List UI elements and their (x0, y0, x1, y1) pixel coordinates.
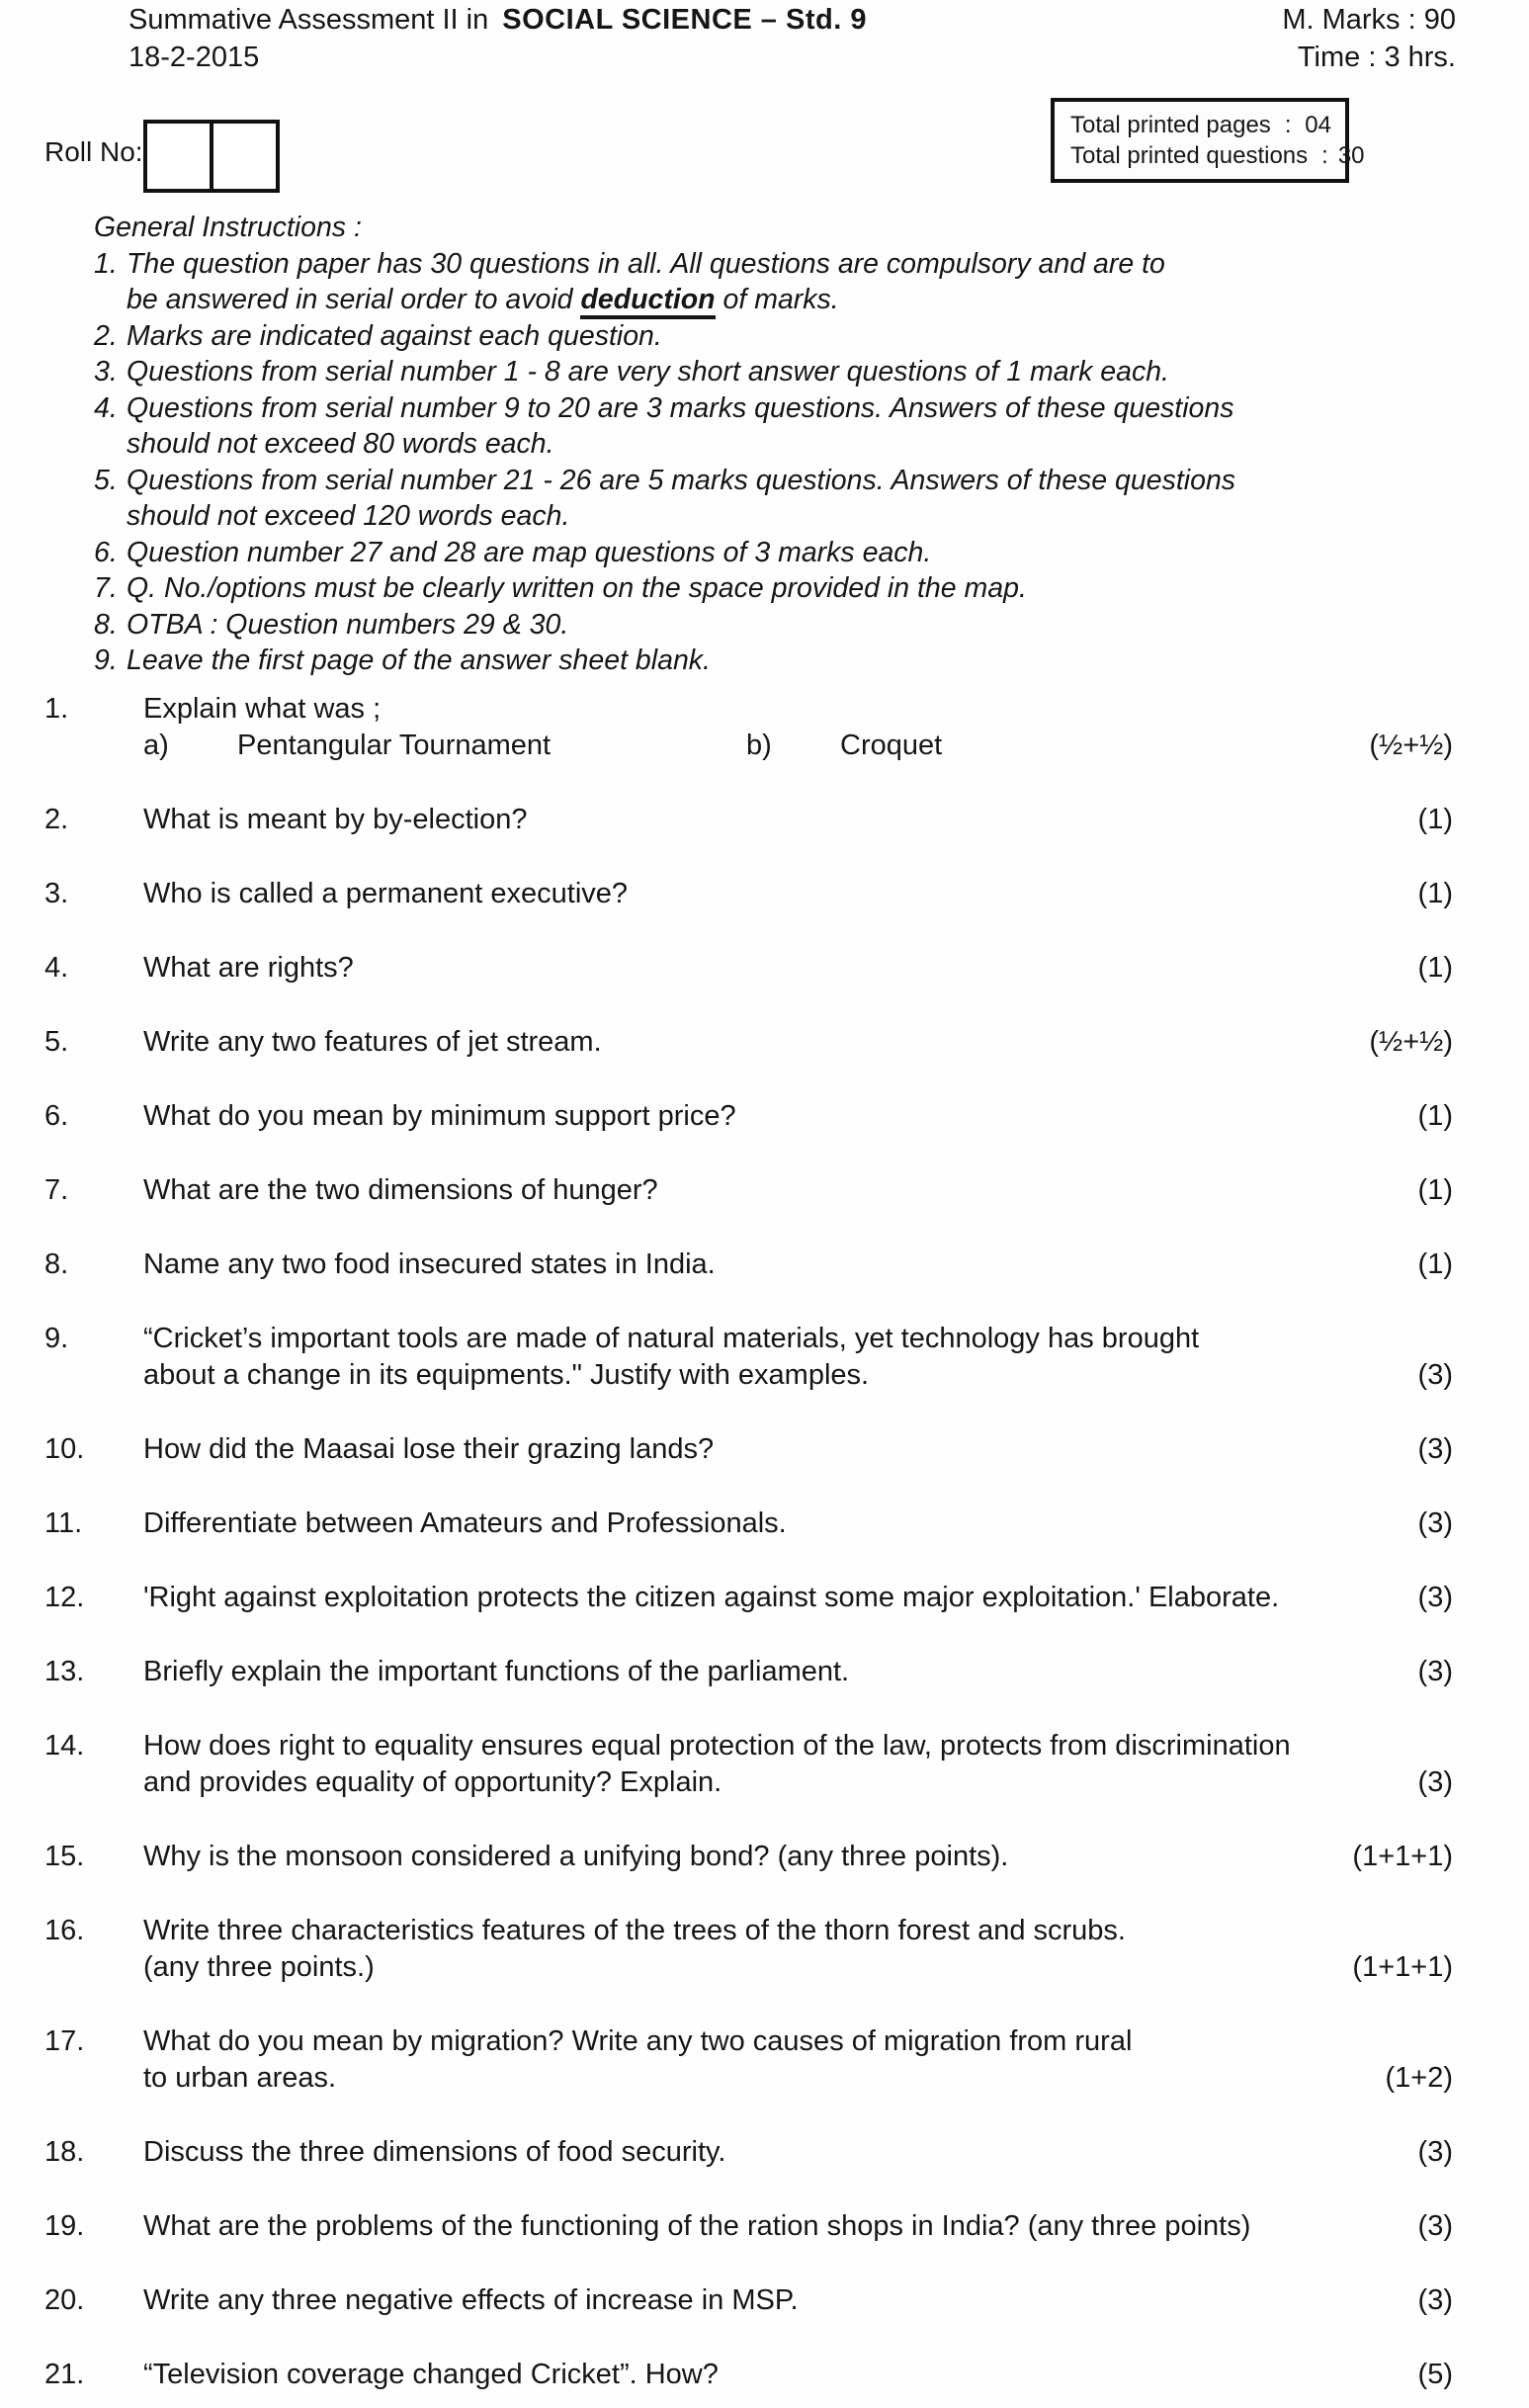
question-number: 4. (44, 952, 69, 984)
instruction-number: 4. (94, 391, 118, 424)
question-row-19 (44, 2208, 1453, 2245)
paper-date: 18-2-2015 (128, 42, 260, 73)
instruction-text: Questions from serial number 1 - 8 are very short answer questions of 1 mark each. (127, 356, 1169, 387)
roll-no-box-2 (210, 124, 276, 189)
instruction-item-3 (94, 354, 1489, 390)
question-number: 1. (44, 693, 69, 725)
printed-pages-row (1070, 110, 1331, 140)
question-row-2 (44, 802, 1453, 838)
question-number: 8. (44, 1248, 69, 1280)
question-text: Discuss the three dimensions of food security. (143, 2136, 726, 2168)
question-row-1 (44, 691, 1453, 764)
question-marks: (1) (1417, 1174, 1453, 1206)
instruction-text: Marks are indicated against each question. (127, 319, 662, 352)
instruction-item-6 (94, 535, 1489, 571)
part-b-text: Croquet (840, 730, 943, 761)
instruction-item-9 (94, 643, 1489, 679)
instruction-emphasis: deduction (580, 284, 715, 319)
question-text: What do you mean by minimum support price? (143, 1100, 736, 1132)
question-marks: (3) (1417, 2210, 1453, 2242)
question-marks: (3) (1417, 1656, 1453, 1687)
question-text: Write any two features of jet stream. (143, 1026, 602, 1058)
question-number: 11. (44, 1507, 83, 1539)
question-number: 15. (44, 1841, 85, 1872)
instructions-heading: General Instructions : (94, 212, 362, 243)
instruction-text: should not exceed 80 words each. (127, 428, 554, 460)
instruction-text: Leave the first page of the answer sheet blank. (127, 645, 711, 676)
question-marks: (1+1+1) (1352, 1951, 1453, 1983)
part-b-label: b) (746, 730, 772, 761)
question-row-9 (44, 1321, 1453, 1394)
question-row-7 (44, 1172, 1453, 1209)
question-marks: (3) (1417, 1507, 1453, 1539)
question-number: 14. (44, 1730, 85, 1762)
question-number: 21. (44, 2359, 85, 2390)
question-row-12 (44, 1580, 1453, 1616)
question-text: Who is called a permanent executive? (143, 878, 629, 909)
part-a-label: a) (143, 730, 169, 761)
instruction-text: be answered in serial order to avoid (127, 284, 581, 315)
question-number: 2. (44, 804, 69, 835)
printed-info-box (1051, 98, 1365, 183)
question-row-17 (44, 2023, 1453, 2097)
instruction-text: OTBA : Question numbers 29 & 30. (127, 608, 569, 641)
time-allowed: Time : 3 hrs. (1297, 42, 1456, 73)
instruction-number: 8. (94, 608, 118, 641)
question-number: 18. (44, 2136, 85, 2168)
question-text: How did the Maasai lose their grazing lands? (143, 1433, 715, 1465)
general-instructions (94, 210, 1489, 679)
instruction-item-2 (94, 318, 1489, 355)
question-number: 5. (44, 1026, 69, 1058)
question-text: Name any two food insecured states in India. (143, 1248, 716, 1280)
question-text: What are the problems of the functioning of the ration shops in India? (any three points) (143, 2210, 1251, 2242)
paper-title-subject: SOCIAL SCIENCE – Std. 9 (502, 4, 867, 36)
question-row-11 (44, 1505, 1453, 1542)
question-row-8 (44, 1247, 1453, 1283)
question-text: to urban areas. (143, 2062, 337, 2094)
question-number: 9. (44, 1323, 69, 1354)
question-marks: (1) (1417, 878, 1453, 909)
paper-title-prefix: Summative Assessment II in (128, 4, 489, 36)
question-row-4 (44, 950, 1453, 987)
instruction-number: 5. (94, 464, 118, 496)
printed-pages-colon: : (1284, 112, 1292, 138)
instruction-text: of marks. (715, 284, 839, 315)
instruction-text: Questions from serial number 9 to 20 are 3 marks questions. Answers of these questions (127, 391, 1234, 424)
roll-no-box-1 (147, 124, 210, 189)
question-text: Write three characteristics features of the trees of the thorn forest and scrubs. (143, 1915, 1126, 1946)
instruction-number: 9. (94, 645, 118, 676)
question-marks: (3) (1417, 1359, 1453, 1391)
question-text: Write any three negative effects of increase in MSP. (143, 2284, 799, 2316)
instruction-item-8 (94, 607, 1489, 644)
question-marks: (3) (1417, 1433, 1453, 1465)
question-marks: (3) (1417, 1582, 1453, 1613)
question-number: 3. (44, 878, 69, 909)
instruction-text: should not exceed 120 words each. (127, 500, 570, 532)
printed-questions-label: Total printed questions (1070, 142, 1309, 169)
instruction-number: 2. (94, 319, 118, 352)
instruction-text: Questions from serial number 21 - 26 are 5 marks questions. Answers of these questions (127, 464, 1236, 496)
question-number: 20. (44, 2284, 85, 2316)
question-number: 16. (44, 1915, 85, 1946)
question-marks: (1) (1417, 804, 1453, 835)
question-marks: (1) (1417, 952, 1453, 984)
question-text: 'Right against exploitation protects the citizen against some major exploitation.' Elaborate. (143, 1582, 1280, 1613)
question-marks: (3) (1417, 2284, 1453, 2316)
question-number: 12. (44, 1582, 85, 1613)
question-1-parts (143, 728, 1453, 764)
instruction-number: 1. (94, 247, 118, 280)
question-text: What do you mean by migration? Write any two causes of migration from rural (143, 2025, 1133, 2057)
question-marks: (1+1+1) (1352, 1841, 1453, 1872)
max-marks: M. Marks : 90 (1282, 4, 1456, 36)
question-text: Why is the monsoon considered a unifying bond? (any three points). (143, 1841, 1009, 1872)
question-text: What are the two dimensions of hunger? (143, 1174, 658, 1206)
question-marks: (3) (1417, 2136, 1453, 2168)
question-row-20 (44, 2282, 1453, 2319)
question-row-5 (44, 1024, 1453, 1061)
instruction-item-1 (94, 246, 1489, 318)
question-row-14 (44, 1728, 1453, 1801)
question-number: 13. (44, 1656, 85, 1687)
question-row-21 (44, 2357, 1453, 2393)
question-number: 7. (44, 1174, 69, 1206)
instruction-item-7 (94, 570, 1489, 607)
printed-questions-value: 30 (1337, 142, 1365, 169)
question-row-13 (44, 1654, 1453, 1690)
printed-pages-value: 04 (1305, 112, 1331, 138)
question-number: 10. (44, 1433, 85, 1465)
instruction-text: Question number 27 and 28 are map questions of 3 marks each. (127, 536, 932, 568)
question-text: Explain what was ; (143, 693, 382, 725)
question-number: 17. (44, 2025, 85, 2057)
question-number: 6. (44, 1100, 69, 1132)
question-row-18 (44, 2134, 1453, 2171)
question-row-10 (44, 1431, 1453, 1468)
instruction-number: 7. (94, 572, 118, 604)
instruction-text: Q. No./options must be clearly written on the space provided in the map. (127, 572, 1027, 604)
question-marks: (1) (1417, 1100, 1453, 1132)
question-text: “Cricket’s important tools are made of natural materials, yet technology has brought (143, 1323, 1200, 1354)
question-text: Briefly explain the important functions of the parliament. (143, 1656, 850, 1687)
question-marks: (5) (1417, 2359, 1453, 2390)
question-text: about a change in its equipments." Justify with examples. (143, 1359, 870, 1391)
question-marks: (3) (1417, 1766, 1453, 1798)
question-text: “Television coverage changed Cricket”. How? (143, 2359, 719, 2390)
question-marks: (½+½) (1369, 730, 1453, 761)
roll-no-label: Roll No: (44, 136, 143, 167)
question-text: and provides equality of opportunity? Explain. (143, 1766, 722, 1798)
part-a-text: Pentangular Tournament (237, 730, 552, 761)
paper-title (128, 4, 867, 37)
printed-questions-colon: : (1321, 142, 1328, 169)
printed-questions-row (1070, 140, 1365, 171)
question-row-3 (44, 876, 1453, 912)
instruction-item-5 (94, 463, 1489, 535)
question-marks: (½+½) (1369, 1026, 1453, 1058)
question-row-15 (44, 1839, 1453, 1875)
question-row-6 (44, 1098, 1453, 1135)
question-text: What are rights? (143, 952, 354, 984)
question-marks: (1+2) (1385, 2062, 1453, 2094)
roll-no-boxes (143, 120, 280, 193)
question-text: (any three points.) (143, 1951, 375, 1983)
question-number: 19. (44, 2210, 85, 2242)
question-list (44, 691, 1453, 2408)
question-text: Differentiate between Amateurs and Professionals. (143, 1507, 787, 1539)
question-text: What is meant by by-election? (143, 804, 528, 835)
instruction-number: 6. (94, 536, 118, 568)
question-text: How does right to equality ensures equal protection of the law, protects from discrimination (143, 1730, 1291, 1762)
instruction-number: 3. (94, 356, 118, 387)
instruction-text: The question paper has 30 questions in all. All questions are compulsory and are to (127, 247, 1165, 280)
question-marks: (1) (1417, 1248, 1453, 1280)
instruction-item-4 (94, 390, 1489, 463)
question-row-16 (44, 1913, 1453, 1986)
printed-pages-label: Total printed pages (1070, 112, 1271, 138)
